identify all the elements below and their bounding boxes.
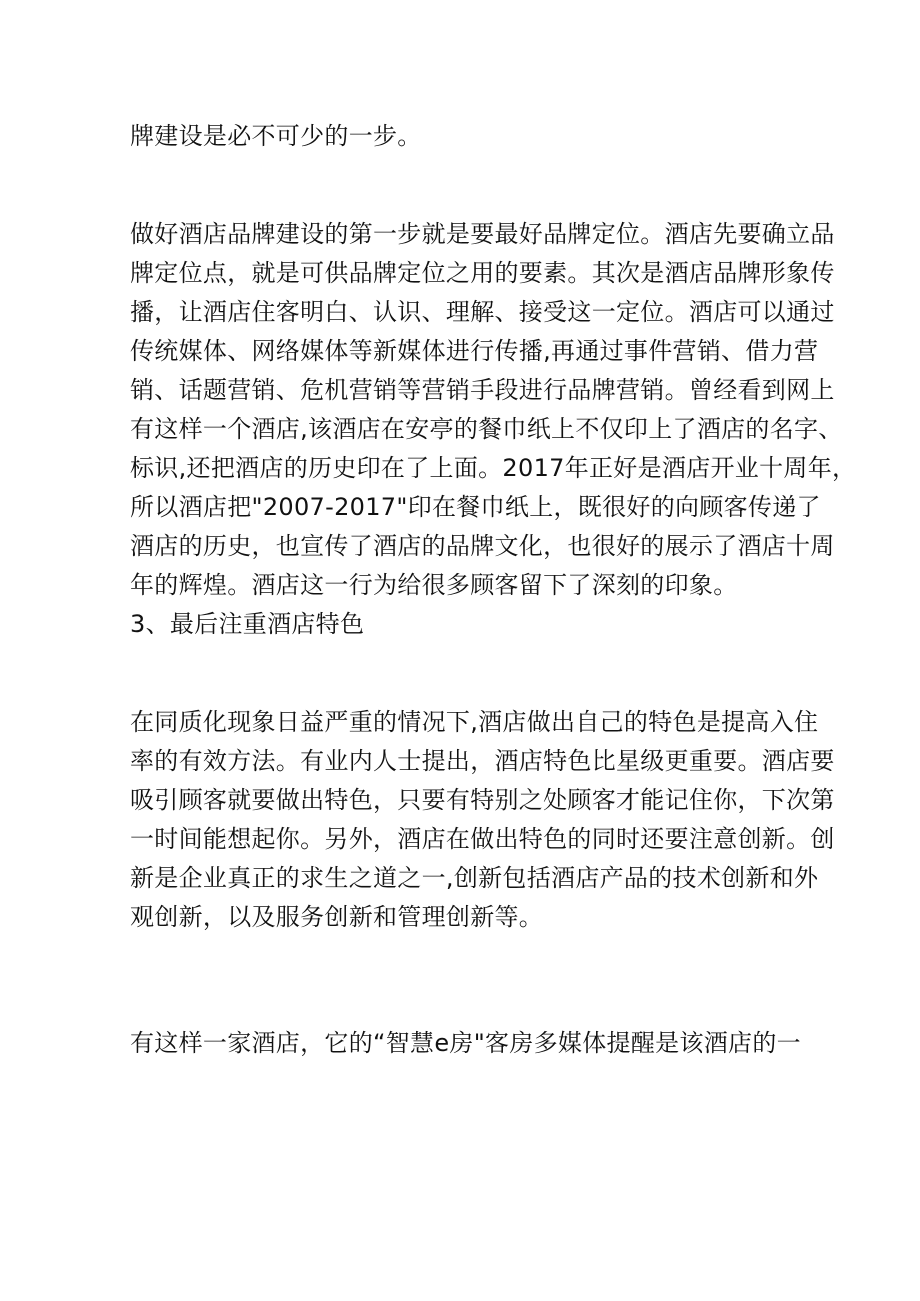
paragraph-3-line-3: 吸引顾客就要做出特色，只要有特别之处顾客才能记住你，下次第 [130, 786, 835, 814]
paragraph-2-line-3: 播，让酒店住客明白、认识、理解、接受这一定位。酒店可以通过 [130, 298, 835, 326]
paragraph-2-line-10: 年的辉煌。酒店这一行为给很多顾客留下了深刻的印象。 [130, 571, 738, 599]
paragraph-3-line-1: 在同质化现象日益严重的情况下,酒店做出自己的特色是提高入住 [130, 708, 819, 736]
paragraph-3-line-4: 一时间能想起你。另外，酒店在做出特色的同时还要注意创新。创 [130, 825, 835, 853]
paragraph-2-line-9: 酒店的历史，也宣传了酒店的品牌文化，也很好的展示了酒店十周 [130, 532, 835, 560]
paragraph-2-line-5: 销、话题营销、危机营销等营销手段进行品牌营销。曾经看到网上 [130, 376, 835, 404]
paragraph-3-line-2: 率的有效方法。有业内人士提出，酒店特色比星级更重要。酒店要 [130, 747, 835, 775]
paragraph-2-line-4: 传统媒体、网络媒体等新媒体进行传播,再通过事件营销、借力营 [130, 337, 819, 365]
paragraph-2-line-7: 标识,还把酒店的历史印在了上面。2017年正好是酒店开业十周年， [130, 454, 857, 482]
paragraph-3-line-6: 观创新，以及服务创新和管理创新等。 [130, 903, 544, 931]
section-heading-3: 3、最后注重酒店特色 [130, 610, 365, 638]
paragraph-4-line-1: 有这样一家酒店，它的“智慧e房"客房多媒体提醒是该酒店的一 [130, 1029, 801, 1057]
paragraph-2-line-1: 做好酒店品牌建设的第一步就是要最好品牌定位。酒店先要确立品 [130, 220, 835, 248]
paragraph-3-line-5: 新是企业真正的求生之道之一,创新包括酒店产品的技术创新和外 [130, 864, 819, 892]
paragraph-1-line-1: 牌建设是必不可少的一步。 [130, 122, 422, 150]
paragraph-2-line-2: 牌定位点，就是可供品牌定位之用的要素。其次是酒店品牌形象传 [130, 259, 835, 287]
paragraph-2-line-6: 有这样一个酒店,该酒店在安亭的餐巾纸上不仅印上了酒店的名字、 [130, 415, 843, 443]
paragraph-2-line-8: 所以酒店把"2007-2017"印在餐巾纸上，既很好的向顾客传递了 [130, 493, 821, 521]
